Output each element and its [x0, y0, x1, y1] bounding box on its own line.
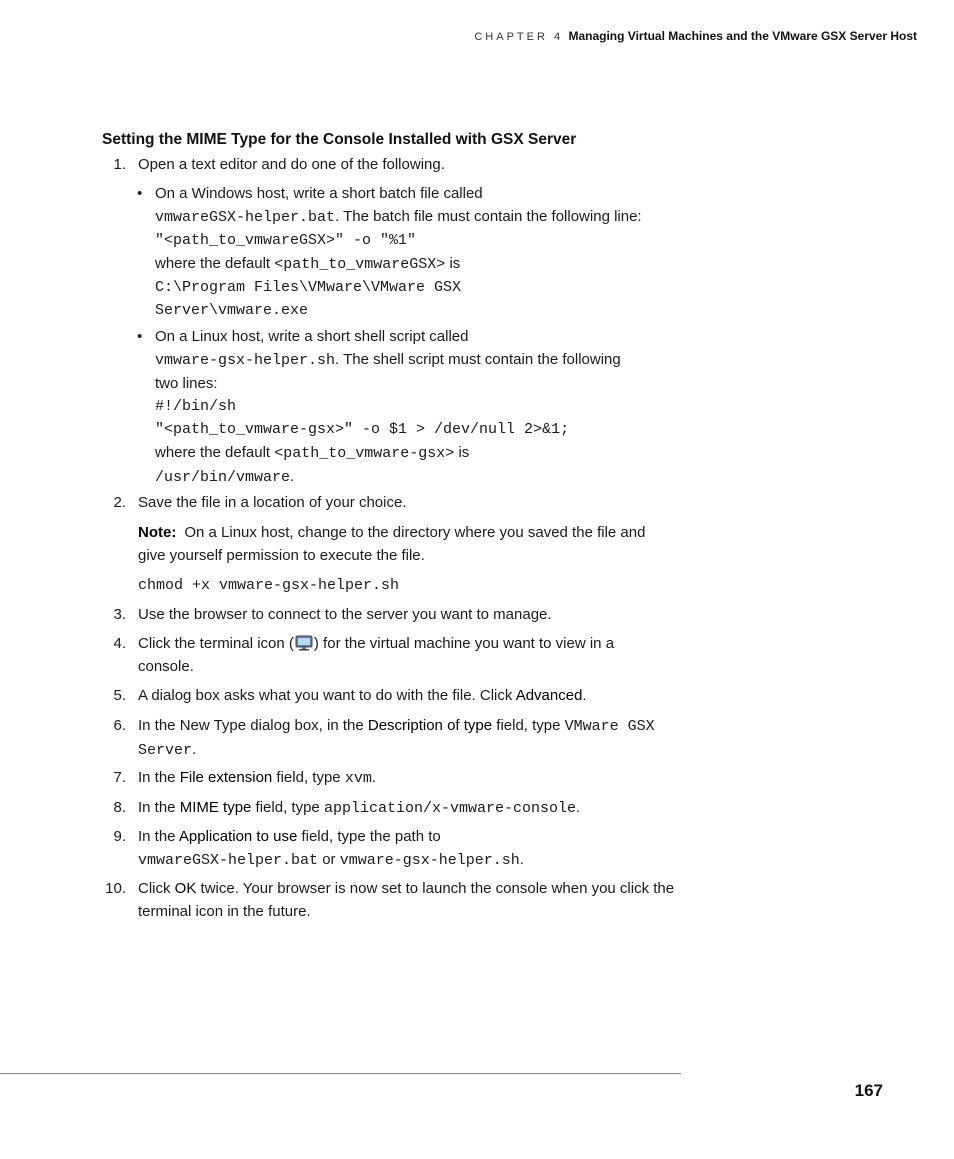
default-path-cont: Server\vmware.exe [155, 302, 309, 319]
bullet-linux-host [137, 325, 685, 489]
step-text: console. [138, 658, 194, 675]
script-command: "<path_to_vmware-gsx>" -o $1 > /dev/null 2>&1; [155, 421, 570, 438]
step-text: field, type [251, 799, 324, 816]
step-text: or [318, 851, 340, 868]
step-text: terminal icon in the future. [138, 903, 311, 920]
bullet-text: . [290, 468, 295, 485]
note-text: On a Linux host, change to the directory where you saved the file and [184, 524, 646, 541]
bullet-line [155, 465, 685, 489]
description-value-cont: Server [138, 742, 193, 759]
note-line [138, 521, 678, 544]
bullet-line [155, 205, 685, 229]
path-placeholder: <path_to_vmware-gsx> [274, 445, 455, 462]
chapter-label: CHAPTER 4 [474, 31, 564, 43]
step-number: 2. [113, 494, 126, 511]
mime-type-field-ref: MIME type [179, 799, 252, 816]
extension-value: xvm [344, 770, 372, 787]
file-extension-field-ref: File extension [179, 769, 273, 786]
step-line [138, 825, 683, 848]
chapter-title: Managing Virtual Machines and the VMware GSX Server Host [568, 29, 917, 43]
bullet-text: is [454, 444, 470, 461]
step-6 [113, 714, 683, 762]
note-block [138, 521, 678, 567]
step-line [138, 766, 683, 790]
bullet-line [155, 441, 685, 465]
step-line [138, 684, 683, 707]
note-text: give yourself permission to execute the file. [138, 547, 425, 564]
step-line [138, 848, 683, 872]
step-text: field, type [272, 769, 345, 786]
step-line [138, 632, 683, 655]
bullet-text: is [445, 255, 461, 272]
section-title: Setting the MIME Type for the Console Installed with GSX Server [102, 131, 577, 148]
step-text: Save the file in a location of your choice. [138, 494, 407, 511]
step-number: 1. [113, 156, 126, 173]
default-path: C:\Program Files\VMware\VMware GSX [155, 279, 462, 296]
bullet-icon: • [137, 328, 143, 345]
step-10 [105, 877, 683, 923]
helper-bat-path: vmwareGSX-helper.bat [138, 852, 319, 869]
step-text: field, type the path to [297, 828, 441, 845]
running-header [474, 29, 917, 43]
bullet-text: On a Windows host, write a short batch file called [155, 185, 483, 202]
bullet-line [155, 348, 685, 372]
step-number: 4. [113, 635, 126, 652]
step-number: 3. [113, 606, 126, 623]
step-number: 10. [105, 880, 126, 897]
page-number: 167 [854, 1081, 883, 1100]
application-to-use-field-ref: Application to use [178, 828, 298, 845]
step-line [138, 714, 683, 738]
step-3 [113, 603, 683, 626]
batch-file-name: vmwareGSX-helper.bat [155, 209, 336, 226]
bullet-text: . The batch file must contain the following line: [335, 208, 642, 225]
step-text: twice. Your browser is now set to launch the console when you click the [196, 880, 675, 897]
path-placeholder: <path_to_vmwareGSX> [274, 256, 446, 273]
shebang-line: #!/bin/sh [155, 398, 237, 415]
ok-button-ref: OK [174, 880, 197, 897]
step-text: Open a text editor and do one of the following. [138, 156, 445, 173]
step-line [138, 796, 683, 820]
step-text: Use the browser to connect to the server you want to manage. [138, 606, 552, 623]
footer-rule [0, 1073, 681, 1074]
step-7 [113, 766, 683, 790]
bullet-windows-host [137, 182, 685, 322]
default-path: /usr/bin/vmware [155, 469, 291, 486]
step-text: In the [138, 769, 180, 786]
script-file-name: vmware-gsx-helper.sh [155, 352, 336, 369]
bullet-text: where the default [155, 255, 275, 272]
terminal-icon [295, 635, 313, 651]
bullet-text: On a Linux host, write a short shell script called [155, 328, 469, 345]
step-text: In the [138, 799, 180, 816]
step-line [138, 738, 683, 762]
bullet-text: two lines: [155, 375, 218, 392]
step-8 [113, 796, 683, 820]
step-1 [113, 153, 683, 176]
bullet-text: . The shell script must contain the following [335, 351, 621, 368]
advanced-button-ref: Advanced [515, 687, 583, 704]
batch-command: "<path_to_vmwareGSX>" -o "%1" [155, 232, 417, 249]
note-label: Note: [138, 524, 177, 541]
step-4 [113, 632, 683, 678]
step-text: A dialog box asks what you want to do with the file. Click [138, 687, 516, 704]
description-of-type-field-ref: Description of type [367, 717, 493, 734]
bullet-text: where the default [155, 444, 275, 461]
step-text: In the [138, 828, 179, 845]
helper-sh-path: vmware-gsx-helper.sh [339, 852, 520, 869]
step-number: 7. [113, 769, 126, 786]
chmod-command: chmod +x vmware-gsx-helper.sh [138, 577, 400, 594]
step-text: . [371, 769, 376, 786]
mime-value: application/x-vmware-console [323, 800, 576, 817]
step-text: Click the terminal icon ( [138, 635, 294, 652]
step-number: 6. [113, 717, 126, 734]
step-text: . [519, 851, 524, 868]
step-text: In the New Type dialog box, in the [138, 717, 368, 734]
step-text: . [192, 741, 197, 758]
step-number: 5. [113, 687, 126, 704]
step-text: field, type [492, 717, 565, 734]
step-text: . [582, 687, 587, 704]
description-value: VMware GSX [564, 718, 655, 735]
bullet-line [155, 252, 685, 276]
step-text: Click [138, 880, 175, 897]
step-number: 8. [113, 799, 126, 816]
step-text: . [575, 799, 581, 816]
step-2 [113, 491, 683, 514]
step-number: 9. [113, 828, 126, 845]
bullet-icon: • [137, 185, 143, 202]
step-text: ) for the virtual machine you want to view in a [313, 635, 615, 652]
step-9 [113, 825, 683, 872]
step-line [138, 877, 683, 900]
step-5 [113, 684, 683, 707]
